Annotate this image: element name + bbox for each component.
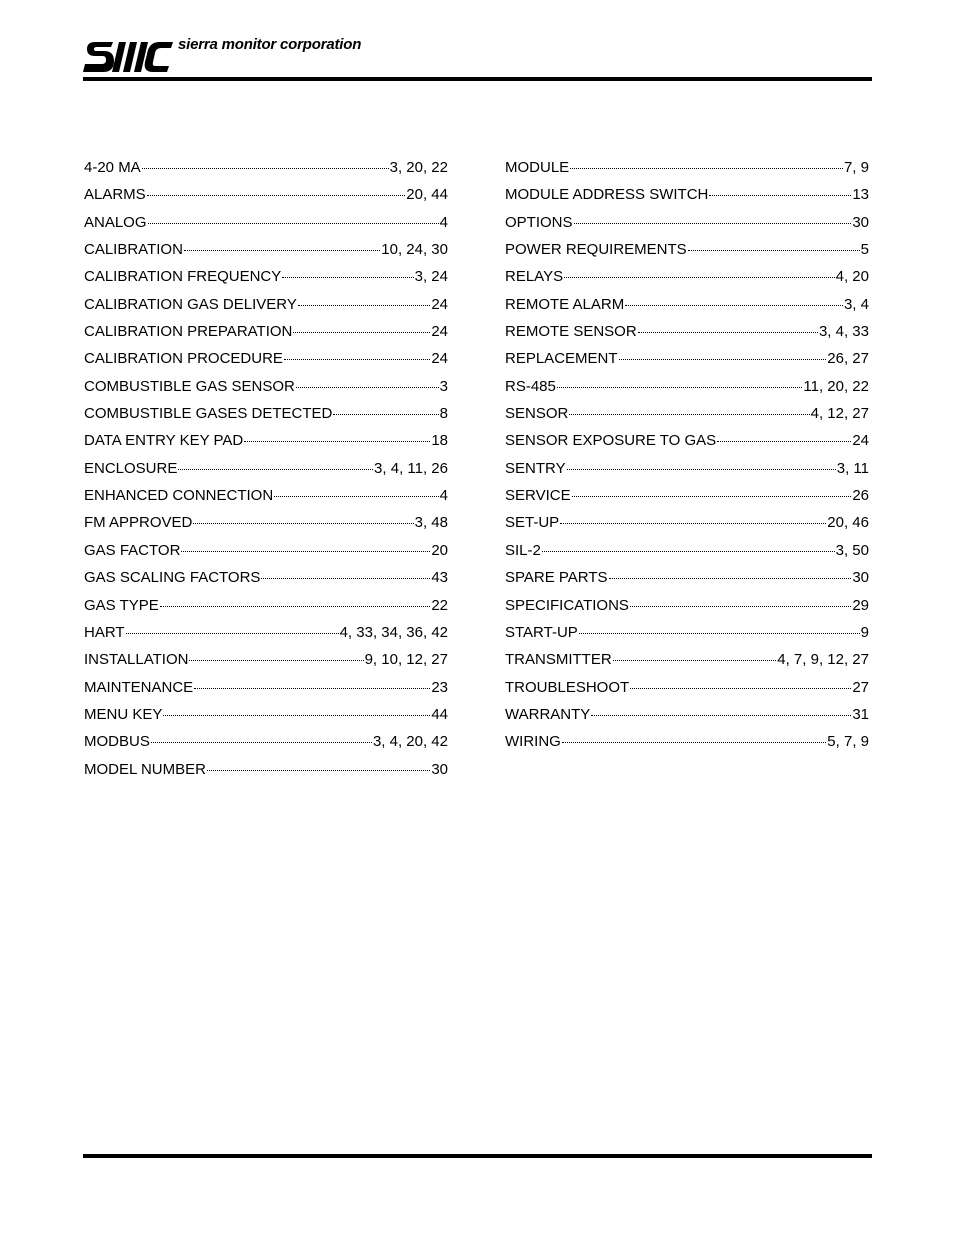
index-term: SET-UP <box>505 514 560 532</box>
index-term: MAINTENANCE <box>84 678 194 696</box>
dot-leader <box>613 659 777 661</box>
index-column-left <box>84 157 448 786</box>
index-entry <box>84 184 448 211</box>
dot-leader <box>284 358 430 360</box>
index-term: REPLACEMENT <box>505 350 618 368</box>
index-pages: 30 <box>852 213 869 231</box>
index-term: MODBUS <box>84 733 150 751</box>
index-term: HART <box>84 623 125 641</box>
index-pages: 4 <box>439 487 448 505</box>
index-term: ENHANCED CONNECTION <box>84 487 274 505</box>
dot-leader <box>609 577 852 579</box>
index-pages: 3, 20, 22 <box>389 159 448 176</box>
header-rule <box>83 77 872 81</box>
index-term: GAS TYPE <box>84 596 159 614</box>
index-entry <box>505 239 869 266</box>
index-entry <box>505 212 869 239</box>
dot-leader <box>564 276 835 278</box>
smc-logo-icon <box>83 38 175 76</box>
index-entry <box>84 677 448 704</box>
index-term: REMOTE ALARM <box>505 295 625 313</box>
dot-leader <box>181 550 430 552</box>
index-entry <box>84 294 448 321</box>
dot-leader <box>542 550 835 552</box>
index-pages: 5, 7, 9 <box>827 733 869 751</box>
index-term: REMOTE SENSOR <box>505 323 637 341</box>
index-pages: 30 <box>852 569 869 587</box>
index-entry <box>84 512 448 539</box>
index-term: OPTIONS <box>505 213 573 231</box>
index-entry <box>505 321 869 348</box>
index-pages: 18 <box>431 432 448 450</box>
index-entry <box>505 157 869 184</box>
index-pages: 26 <box>852 487 869 505</box>
index-pages: 3, 11 <box>836 459 869 477</box>
index-term: ALARMS <box>84 186 146 204</box>
index-pages: 3, 24 <box>414 268 448 286</box>
index-entry <box>84 403 448 430</box>
index-entry <box>84 266 448 293</box>
dot-leader <box>562 741 826 743</box>
index-entry <box>505 622 869 649</box>
dot-leader <box>261 577 430 579</box>
index-pages: 31 <box>852 705 869 723</box>
index-pages: 30 <box>431 760 448 778</box>
index-entry <box>505 184 869 211</box>
dot-leader <box>244 440 430 442</box>
dot-leader <box>194 687 430 689</box>
index-entry <box>505 567 869 594</box>
index-term: RS-485 <box>505 377 556 395</box>
index-entry <box>84 731 448 758</box>
dot-leader <box>189 659 363 661</box>
index-entry <box>84 212 448 239</box>
index-entry <box>505 430 869 457</box>
index-pages: 10, 24, 30 <box>381 241 448 259</box>
index-entry <box>84 649 448 676</box>
index-pages: 4, 33, 34, 36, 42 <box>339 623 448 641</box>
dot-leader <box>688 249 860 251</box>
index-entry <box>505 485 869 512</box>
index-entry <box>505 294 869 321</box>
dot-leader <box>625 304 843 306</box>
index-term: WIRING <box>505 733 561 751</box>
index-entry <box>84 239 448 266</box>
dot-leader <box>570 167 843 169</box>
index-entry <box>505 512 869 539</box>
index-entry <box>505 595 869 622</box>
dot-leader <box>630 605 851 607</box>
index-pages: 43 <box>431 569 448 587</box>
index-pages: 3, 4, 20, 42 <box>372 733 448 751</box>
dot-leader <box>193 522 413 524</box>
index-term: FM APPROVED <box>84 514 193 532</box>
index-term: SENSOR EXPOSURE TO GAS <box>505 432 717 450</box>
footer-rule <box>83 1154 872 1158</box>
dot-leader <box>163 714 430 716</box>
index-entry <box>84 458 448 485</box>
index-term: DATA ENTRY KEY PAD <box>84 432 244 450</box>
index-pages: 9, 10, 12, 27 <box>364 651 448 669</box>
dot-leader <box>572 495 852 497</box>
dot-leader <box>282 276 413 278</box>
dot-leader <box>579 632 860 634</box>
index-term: POWER REQUIREMENTS <box>505 241 687 259</box>
index-entry <box>505 677 869 704</box>
index-term: CALIBRATION PREPARATION <box>84 323 293 341</box>
index-entry <box>505 266 869 293</box>
index-term: SENSOR <box>505 405 569 423</box>
index-pages: 5 <box>860 241 869 259</box>
dot-leader <box>293 331 430 333</box>
index-entry <box>84 376 448 403</box>
index-term: CALIBRATION PROCEDURE <box>84 350 283 368</box>
index-term: CALIBRATION <box>84 241 183 259</box>
index-pages: 3, 50 <box>835 541 869 559</box>
index-pages: 3, 4 <box>843 295 869 313</box>
company-name: sierra monitor corporation <box>178 36 362 53</box>
dot-leader <box>717 440 851 442</box>
index-pages: 27 <box>852 678 869 696</box>
dot-leader <box>567 468 836 470</box>
index-term: INSTALLATION <box>84 651 189 669</box>
dot-leader <box>560 522 826 524</box>
index-entry <box>505 704 869 731</box>
index-entry <box>505 649 869 676</box>
dot-leader <box>574 222 852 224</box>
dot-leader <box>126 632 339 634</box>
dot-leader <box>333 413 438 415</box>
index-pages: 24 <box>431 295 448 313</box>
index-pages: 4, 20 <box>835 268 869 286</box>
index-pages: 24 <box>431 323 448 341</box>
dot-leader <box>569 413 809 415</box>
dot-leader <box>160 605 431 607</box>
index-term: MODULE <box>505 159 570 176</box>
index-term: SIL-2 <box>505 541 541 559</box>
index-entry <box>84 622 448 649</box>
index-pages: 44 <box>431 705 448 723</box>
index-entry <box>84 567 448 594</box>
index-term: TROUBLESHOOT <box>505 678 630 696</box>
index-term: SERVICE <box>505 487 571 505</box>
dot-leader <box>274 495 438 497</box>
index-pages: 7, 9 <box>843 159 869 176</box>
index-entry <box>84 321 448 348</box>
dot-leader <box>298 304 430 306</box>
index-term: MENU KEY <box>84 705 163 723</box>
index-term: RELAYS <box>505 268 564 286</box>
index-pages: 4 <box>439 213 448 231</box>
index-entry <box>505 458 869 485</box>
index-pages: 20 <box>431 541 448 559</box>
index-entry <box>84 540 448 567</box>
index-pages: 23 <box>431 678 448 696</box>
index-pages: 3, 4, 11, 26 <box>374 459 448 477</box>
index-pages: 8 <box>439 405 448 423</box>
index-term: START-UP <box>505 623 578 641</box>
index-pages: 13 <box>852 186 869 204</box>
index-term: GAS FACTOR <box>84 541 181 559</box>
index-pages: 3 <box>439 377 448 395</box>
index-pages: 29 <box>852 596 869 614</box>
dot-leader <box>638 331 818 333</box>
dot-leader <box>142 167 389 169</box>
index-entry <box>505 348 869 375</box>
index-pages: 20, 44 <box>406 186 448 204</box>
index-term: TRANSMITTER <box>505 651 612 669</box>
index-column-right <box>505 157 869 759</box>
index-term: COMBUSTIBLE GAS SENSOR <box>84 377 295 395</box>
index-term: SPARE PARTS <box>505 569 608 587</box>
dot-leader <box>591 714 851 716</box>
index-entry <box>84 485 448 512</box>
dot-leader <box>630 687 851 689</box>
index-entry <box>84 595 448 622</box>
dot-leader <box>709 194 851 196</box>
index-term: GAS SCALING FACTORS <box>84 569 261 587</box>
index-term: 4-20 MA <box>84 159 141 176</box>
index-entry <box>505 403 869 430</box>
index-pages: 4, 7, 9, 12, 27 <box>777 651 869 669</box>
index-pages: 3, 48 <box>414 514 448 532</box>
index-pages: 26, 27 <box>827 350 869 368</box>
index-term: CALIBRATION FREQUENCY <box>84 268 282 286</box>
index-term: SENTRY <box>505 459 566 477</box>
dot-leader <box>557 386 803 388</box>
index-term: SPECIFICATIONS <box>505 596 629 614</box>
index-entry <box>505 731 869 758</box>
index-pages: 24 <box>852 432 869 450</box>
index-term: WARRANTY <box>505 705 591 723</box>
index-term: COMBUSTIBLE GASES DETECTED <box>84 405 333 423</box>
dot-leader <box>148 222 439 224</box>
dot-leader <box>296 386 439 388</box>
index-pages: 11, 20, 22 <box>803 377 869 395</box>
index-entry <box>505 540 869 567</box>
index-term: ANALOG <box>84 213 147 231</box>
index-pages: 20, 46 <box>827 514 869 532</box>
dot-leader <box>178 468 373 470</box>
index-entry <box>84 759 448 786</box>
index-pages: 3, 4, 33 <box>818 323 869 341</box>
index-term: ENCLOSURE <box>84 459 178 477</box>
index-entry <box>84 157 448 184</box>
dot-leader <box>619 358 827 360</box>
index-entry <box>84 348 448 375</box>
dot-leader <box>184 249 380 251</box>
page-header <box>83 36 872 80</box>
index-entry <box>84 430 448 457</box>
index-pages: 22 <box>431 596 448 614</box>
index-pages: 24 <box>431 350 448 368</box>
index-entry <box>505 376 869 403</box>
index-term: MODEL NUMBER <box>84 760 206 778</box>
dot-leader <box>151 741 372 743</box>
dot-leader <box>147 194 406 196</box>
dot-leader <box>207 769 430 771</box>
index-term: CALIBRATION GAS DELIVERY <box>84 295 297 313</box>
index-pages: 4, 12, 27 <box>810 405 869 423</box>
index-entry <box>84 704 448 731</box>
index-pages: 9 <box>860 623 869 641</box>
index-term: MODULE ADDRESS SWITCH <box>505 186 709 204</box>
